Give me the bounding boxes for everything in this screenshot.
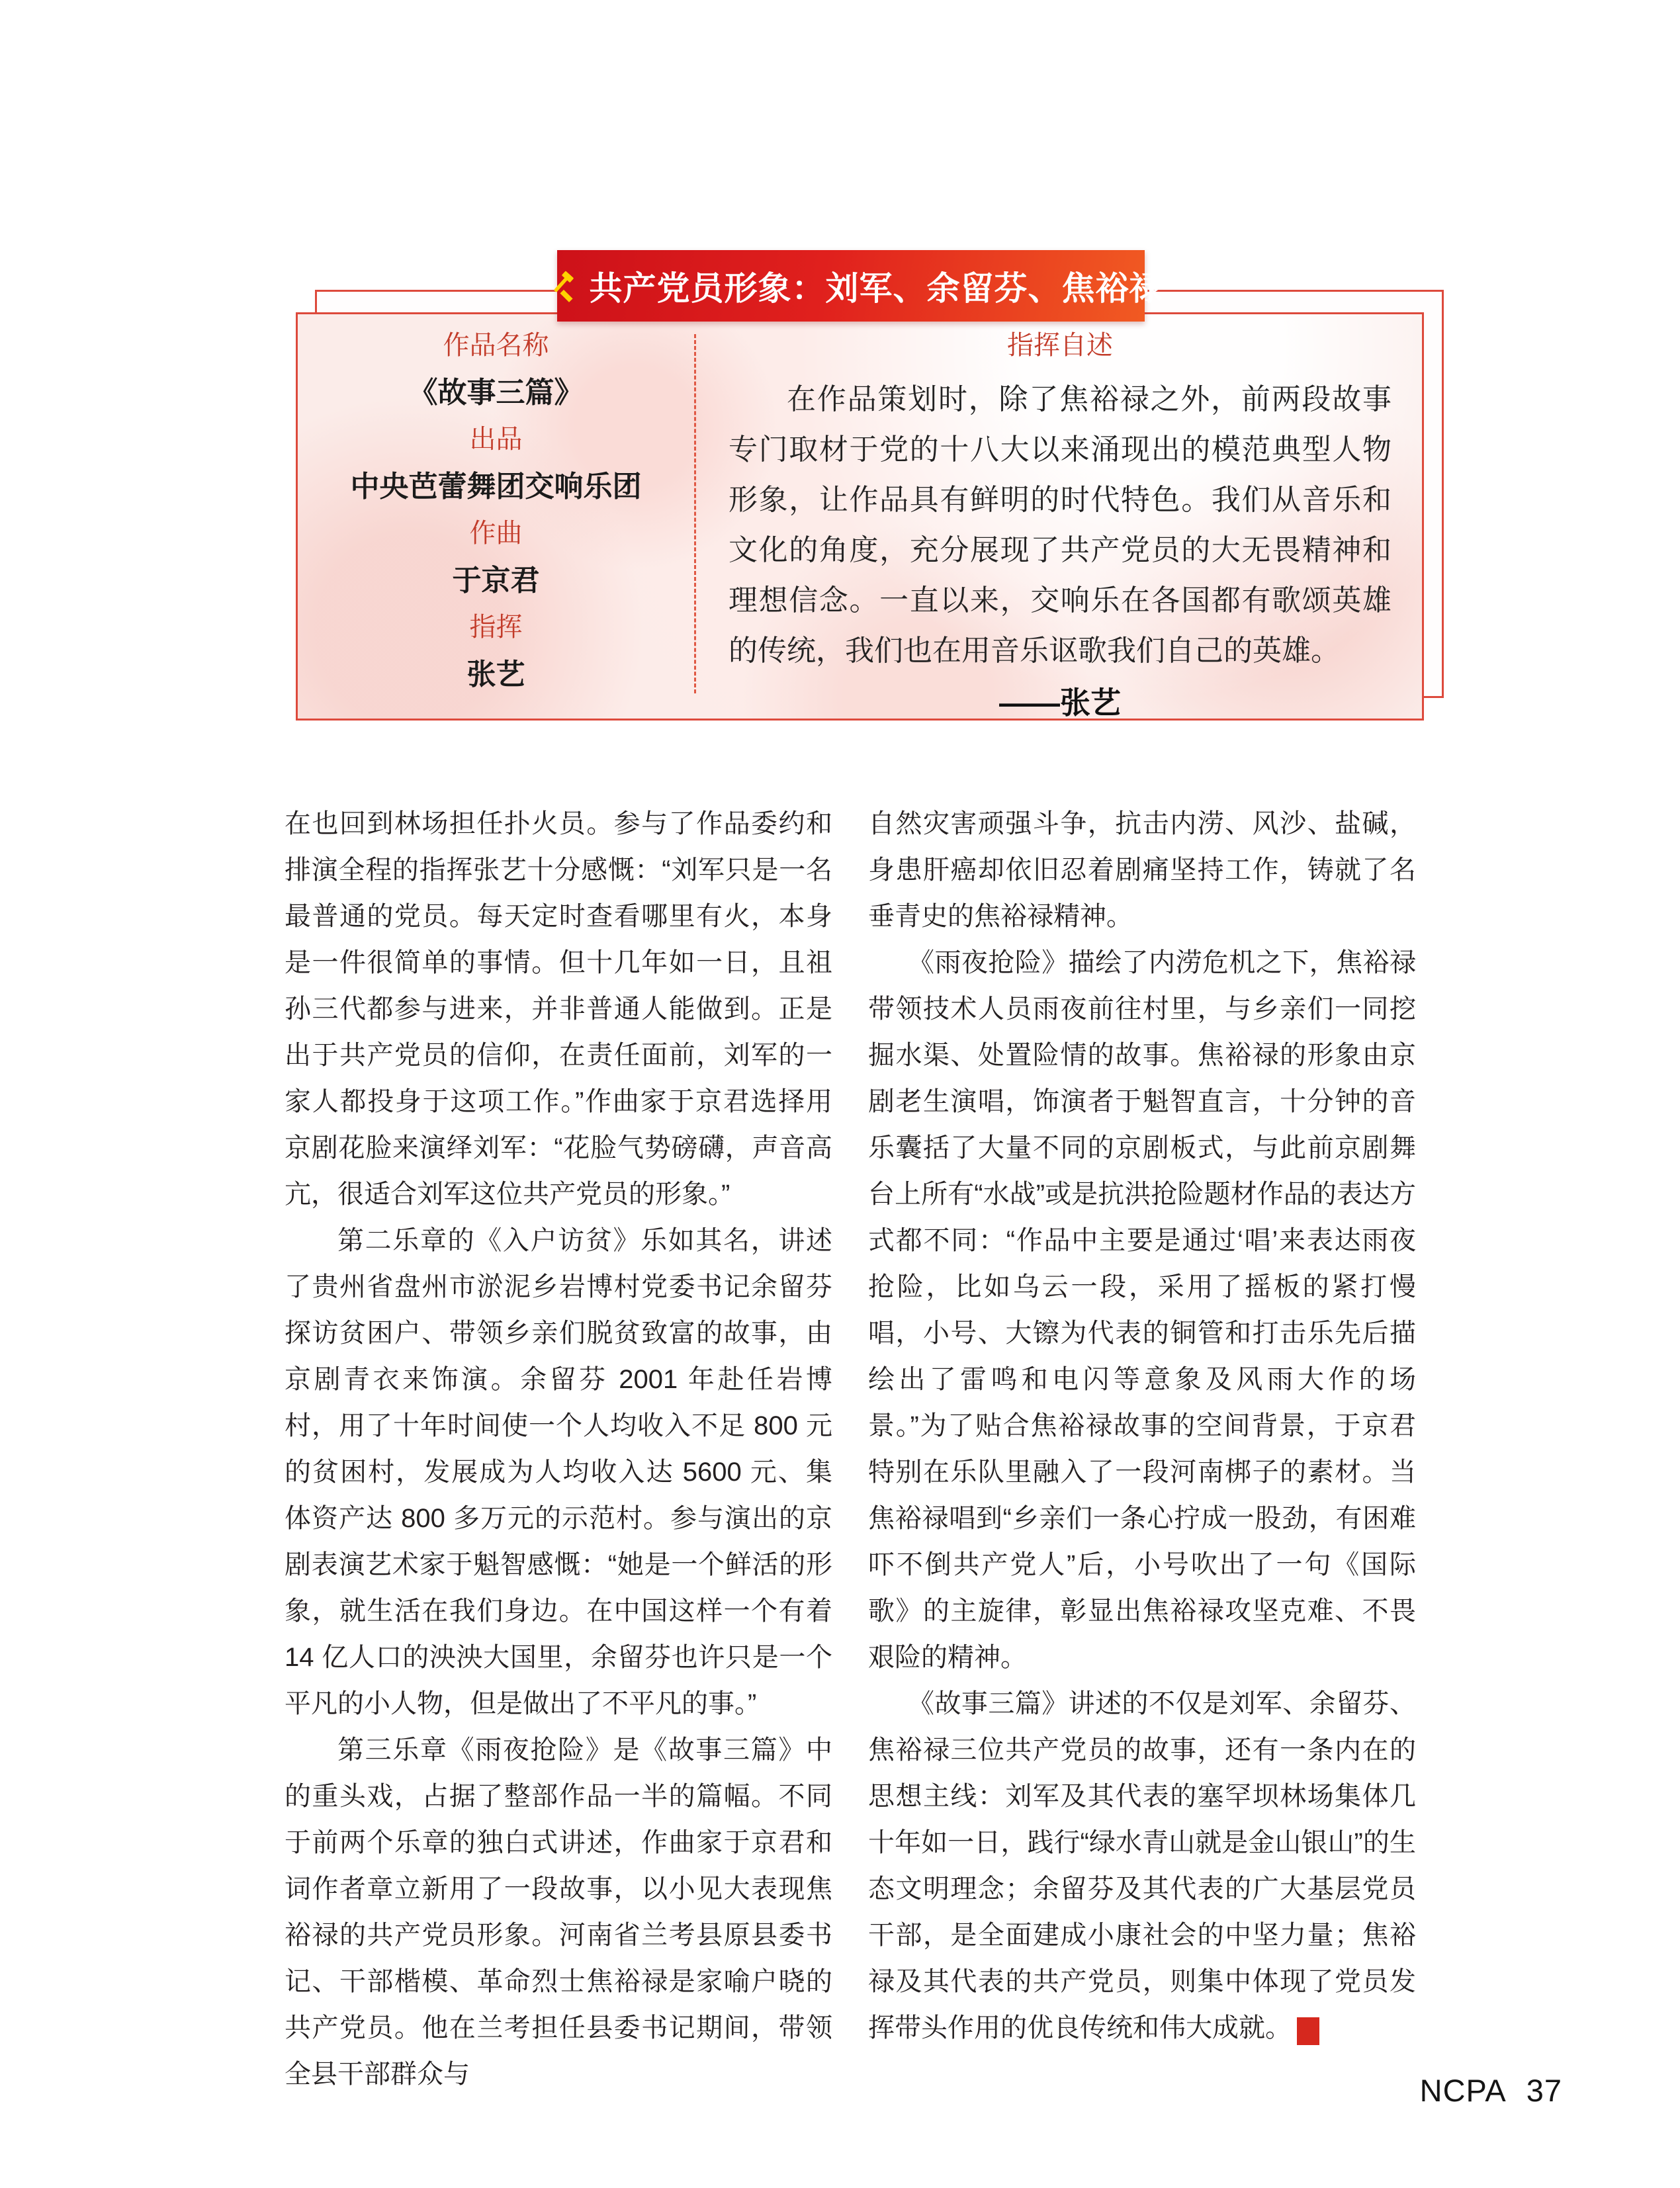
article-paragraph: 《雨夜抢险》描绘了内涝危机之下，焦裕禄带领技术人员雨夜前往村里，与乡亲们一同挖掘水渠、处置险情的故事。焦裕禄的形象由京剧老生演唱，饰演者于魁智直言，十分钟的音乐囊括了大量不同的京剧板式，与此前京剧舞台上所有“水战”或是抗洪抢险题材作品的表达方式都不同：“作品中主要是通过‘唱’来表达雨夜抢险，比如乌云一段，采用了摇板的紧打慢唱，小号、大镲为代表的铜管和打击乐先后描绘出了雷鸣和电闪等意象及风雨大作的场景。”为了贴合焦裕禄故事的空间背景，于京君特别在乐队里融入了一段河南梆子的素材。当焦裕禄唱到“乡亲们一条心拧成一股劲，有困难吓不倒共产党人”后，小号吹出了一句《国际歌》的主旋律，彰显出焦裕禄攻坚克难、不畏艰险的精神。 (868, 948, 1416, 1672)
info-label-composer: 作曲 (469, 519, 523, 548)
work-info-column (298, 314, 694, 719)
info-label-producer: 出品 (469, 425, 523, 454)
party-emblem-icon (539, 266, 579, 306)
article-paragraph: 自然灾害顽强斗争，抗击内涝、风沙、盐碱，身患肝癌却依旧忍着剧痛坚持工作，铸就了名垂青史的焦裕禄精神。 (868, 809, 1416, 931)
banner-title: 共产党员形象：刘军、余留芬、焦裕禄 (589, 270, 1163, 307)
info-card (296, 312, 1424, 721)
header-banner (557, 250, 1163, 322)
footer-page-number: 37 (1526, 2073, 1562, 2108)
article-paragraph: 在也回到林场担任扑火员。参与了作品委约和排演全程的指挥张艺十分感慨：“刘军只是一名最普通的党员。每天定时查看哪里有火，本身是一件很简单的事情。但十几年如一日，且祖孙三代都参与进来，并非普通人能做到。正是出于共产党员的信仰，在责任面前，刘军的一家人都投身于这项工作。”作曲家于京君选择用京剧花脸来演绎刘军：“花脸气势磅礴，声音高亢，很适合刘军这位共产党员的形象。” (285, 809, 832, 1209)
ncpa-end-mark-icon: NC PA (1297, 2017, 1319, 2045)
info-card-divider (694, 334, 696, 693)
conductor-statement-column (694, 314, 1422, 719)
footer-brand: NCPA (1419, 2073, 1507, 2108)
info-value-producer: 中央芭蕾舞团交响乐团 (350, 470, 642, 503)
conductor-statement-quote: 在作品策划时，除了焦裕禄之外，前两段故事专门取材于党的十八大以来涌现出的模范典型人物形象，让作品具有鲜明的时代特色。我们从音乐和文化的角度，充分展现了共产党员的大无畏精神和理想信念。一直以来，交响乐在各国都有歌颂英雄的传统，我们也在用音乐讴歌我们自己的英雄。 (729, 382, 1392, 668)
info-value-work-name: 《故事三篇》 (408, 376, 584, 409)
article-column-left (285, 801, 832, 2097)
info-label-work-name: 作品名称 (443, 331, 549, 360)
page-footer (1420, 2072, 1562, 2109)
article-paragraph: 第二乐章的《入户访贫》乐如其名，讲述了贵州省盘州市淤泥乡岩博村党委书记余留芬探访贫困户、带领乡亲们脱贫致富的故事，由京剧青衣来饰演。余留芬 2001 年赴任岩博村，用了十年时间使一个人均收入不足 800 元的贫困村，发展成为人均收入达 5600 元、集体资产达 800 多万元的示范村。参与演出的京剧表演艺术家于魁智感慨：“她是一个鲜活的形象，就生活在我们身边。在中国这样一个有着 14 亿人口的泱泱大国里，余留芬也许只是一个平凡的小人物，但是做出了不平凡的事。” (285, 1226, 832, 1718)
conductor-statement-attribution: ——张艺 (999, 685, 1121, 720)
conductor-statement-title: 指挥自述 (1007, 331, 1113, 360)
article-paragraph: 第三乐章《雨夜抢险》是《故事三篇》中的重头戏，占据了整部作品一半的篇幅。不同于前两个乐章的独白式讲述，作曲家于京君和词作者章立新用了一段故事，以小见大表现焦裕禄的共产党员形象。河南省兰考县原县委书记、干部楷模、革命烈士焦裕禄是家喻户晓的共产党员。他在兰考担任县委书记期间，带领全县干部群众与 (285, 1735, 832, 2089)
article-paragraph-text: 《故事三篇》讲述的不仅是刘军、余留芬、焦裕禄三位共产党员的故事，还有一条内在的思想主线：刘军及其代表的塞罕坝林场集体几十年如一日，践行“绿水青山就是金山银山”的生态文明理念；余留芬及其代表的广大基层党员干部，是全面建成小康社会的中坚力量；焦裕禄及其代表的共产党员，则集中体现了党员发挥带头作用的优良传统和伟大成就。 (868, 1689, 1416, 2042)
article-column-right (868, 801, 1416, 2051)
info-value-conductor: 张艺 (466, 658, 525, 691)
info-value-composer: 于京君 (452, 564, 540, 597)
info-label-conductor: 指挥 (469, 613, 523, 642)
article-paragraph (868, 1681, 1416, 2051)
